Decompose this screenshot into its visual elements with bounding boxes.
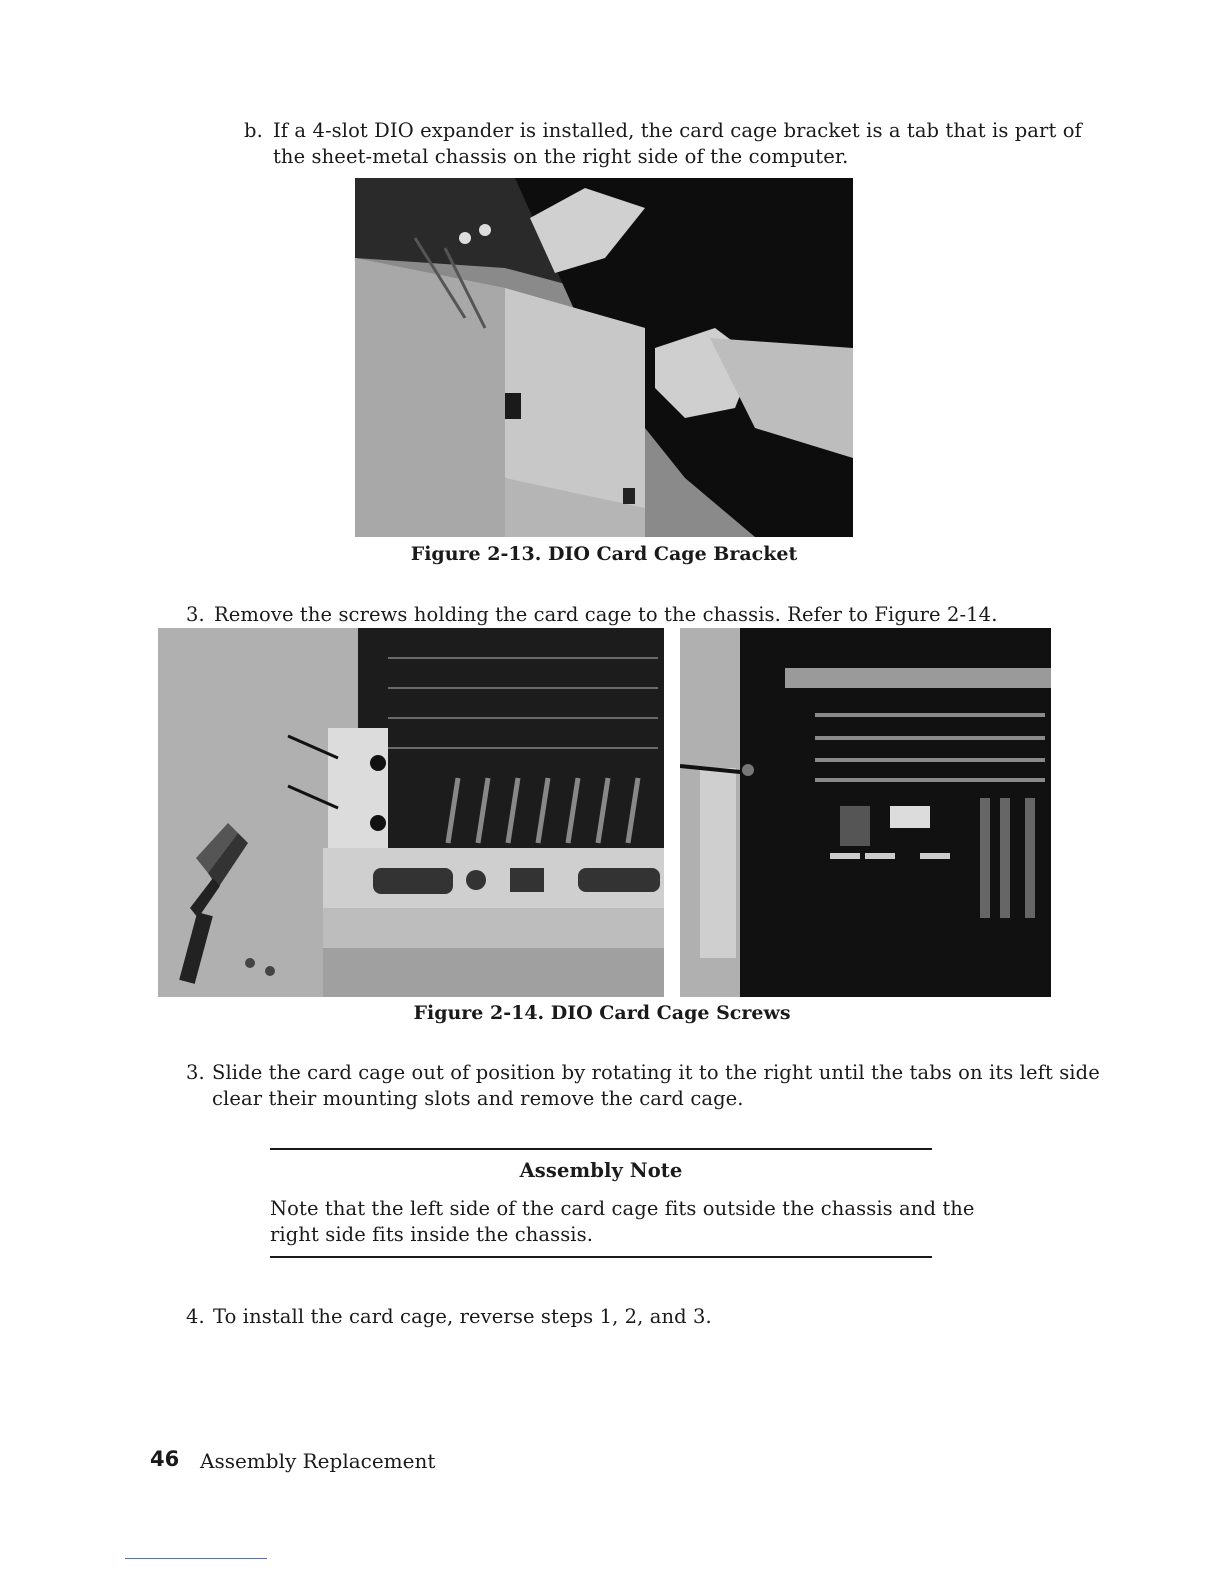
note-line-2: right side fits inside the chassis. [270, 1223, 594, 1246]
note-line-1: Note that the left side of the card cage fits outside the chassis and the [270, 1197, 975, 1220]
step-b-line-1: If a 4-slot DIO expander is installed, the card cage bracket is a tab that is part of [273, 119, 1082, 142]
footer-section-title: Assembly Replacement [200, 1449, 436, 1473]
step-3a-text: Remove the screws holding the card cage to the chassis. Refer to Figure 2-14. [214, 603, 998, 626]
step-3b-line-2: clear their mounting slots and remove the card cage. [212, 1087, 744, 1110]
figure-2-14-photo-right [680, 628, 1051, 997]
step-b-marker: b. [244, 119, 263, 142]
note-top-rule [270, 1148, 932, 1150]
step-4-text: To install the card cage, reverse steps 1, 2, and 3. [213, 1305, 712, 1328]
page-number: 46 [150, 1447, 180, 1471]
note-title: Assembly Note [519, 1159, 683, 1182]
figure-2-14-photo-left [158, 628, 664, 997]
figure-2-13-caption: Figure 2-13. DIO Card Cage Bracket [410, 543, 798, 565]
bottom-link-underline [125, 1558, 267, 1559]
note-bottom-rule [270, 1256, 932, 1258]
step-4-marker: 4. [186, 1305, 205, 1328]
step-b-line-2: the sheet-metal chassis on the right side of the computer. [273, 145, 849, 168]
figure-2-13-photo [355, 178, 853, 537]
step-3b-line-1: Slide the card cage out of position by rotating it to the right until the tabs on its left side [212, 1061, 1100, 1084]
step-3a-marker: 3. [186, 603, 205, 626]
step-3b-marker: 3. [186, 1061, 205, 1084]
figure-2-14-caption: Figure 2-14. DIO Card Cage Screws [413, 1002, 791, 1024]
